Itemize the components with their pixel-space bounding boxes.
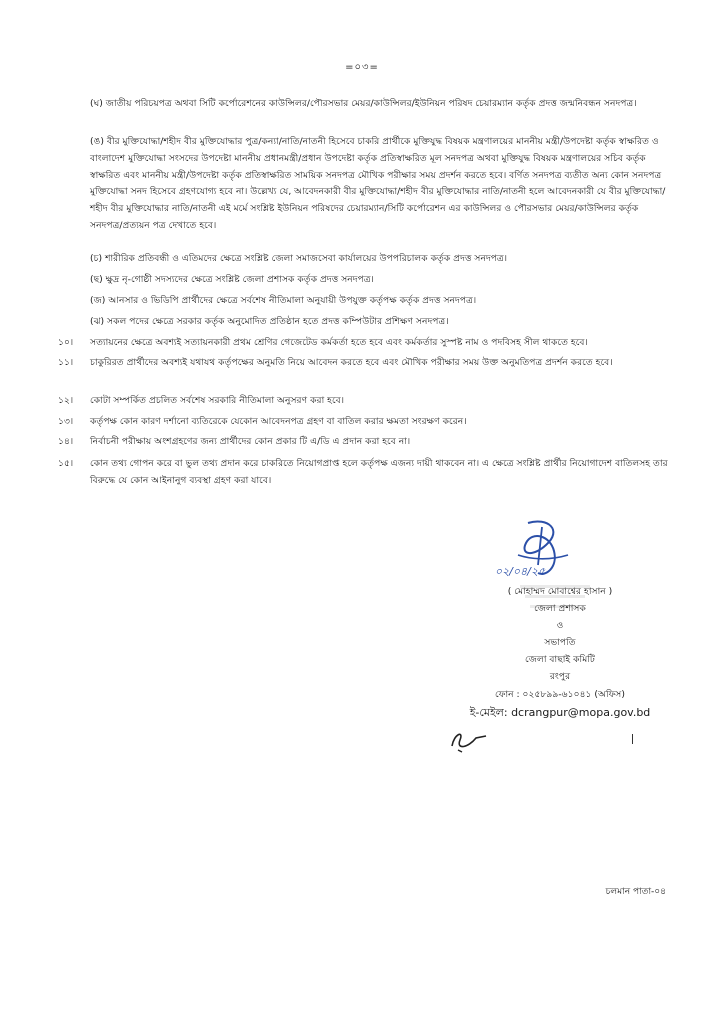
- sub-item-label: (চ): [90, 253, 103, 264]
- sub-item-label: (ঙ): [90, 136, 104, 147]
- item-number: ১৩।: [58, 416, 74, 427]
- sub-item-text: শারীরিক প্রতিবন্ধী ও এতিমদের ক্ষেত্রে সংশ্লিষ্ট জেলা সমাজসেবা কার্যালয়ের উপপরিচালক কর্তৃক প্রদত্ত সনদপত্র।: [105, 253, 508, 264]
- item-number: ১৫।: [58, 458, 74, 469]
- sub-item-label: (ঘ): [90, 98, 103, 109]
- item-text: কর্তৃপক্ষ কোন কারণ দর্শানো ব্যতিরেকে যেকোন আবেদনপত্র গ্রহণ বা বাতিল করার ক্ষমতা সংরক্ষণ করেন।: [90, 416, 467, 427]
- sub-item-text: জাতীয় পরিচয়পত্র অথবা সিটি কর্পোরেশনের কাউন্সিলর/পৌরসভার মেয়র/কাউন্সিলর/ইউনিয়ন পরিষদ চেয়ারম্যান কর্তৃক প্রদত্ত জন্মনিবন্ধন সনদপত্র।: [105, 98, 637, 109]
- item-text: কোন তথ্য গোপন করে বা ভুল তথ্য প্রদান করে চাকরিতে নিয়োগপ্রাপ্ত হলে কর্তৃপক্ষ এজন্য দায়ী থাকবেন না। এ ক্ষেত্রে সংশ্লিষ্ট প্রার্থীর নিয়োগাদেশ বাতিলসহ তার বিরুদ্ধে যে কোন আইনানুগ ব্যবস্থা গ্রহণ করা যাবে।: [90, 458, 668, 486]
- page-number: =০৩=: [345, 62, 379, 73]
- officer-name: ( মোহাম্মদ মোবাশ্বের হাসান ): [507, 586, 613, 597]
- sub-item-text: ক্ষুদ্র নৃ-গোষ্ঠী সদস্যদের ক্ষেত্রে সংশ্লিষ্ট জেলা প্রশাসক কর্তৃক প্রদত্ত সনদপত্র।: [105, 274, 374, 285]
- office-place: রংপুর: [549, 671, 571, 682]
- sub-item-label: (ঝ): [90, 316, 105, 327]
- sub-item-label: (জ): [90, 295, 106, 306]
- sub-item-text: বীর মুক্তিযোদ্ধা/শহীদ বীর মুক্তিযোদ্ধার পুত্র/কন্যা/নাতি/নাতনী হিসেবে চাকরি প্রার্থীকে মুক্তিযুদ্ধ বিষয়ক মন্ত্রণালয়ের মাননীয় মন্ত্রী/উপদেষ্টা কর্তৃক স্বাক্ষরিত ও বাংলাদেশ মুক্তিযোদ্ধা সংসদের উপদেষ্টা মাননীয় প্রধানমন্ত্রী/প্রধান উপদেষ্টা কর্তৃক প্রতিস্বাক্ষরিত মূল সনদপত্র অথবা মুক্তিযুদ্ধ বিষয়ক মন্ত্রণালয়ের সচিব কর্তৃক স্বাক্ষরিত এবং মাননীয় মন্ত্রী/উপদেষ্টা কর্তৃক প্রতিস্বাক্ষরিত সাময়িক সনদপত্র মৌখিক পরীক্ষার সময় প্রদর্শন করতে হবে। বর্ণিত সনদপত্র ব্যতীত অন্য কোন সনদপত্র মুক্তিযোদ্ধা সনদ হিসেবে গ্রহণযোগ্য হবে না। উল্লেখ্য যে, আবেদনকারী বীর মুক্তিযোদ্ধা/শহীদ বীর মুক্তিযোদ্ধার নাতি/নাতনী হলে আবেদনকারী যে বীর মুক্তিযোদ্ধা/শহীদ বীর মুক্তিযোদ্ধার নাতি/নাতনী এই মর্মে সংশ্লিষ্ট ইউনিয়ন পরিষদের চেয়ারম্যান/সিটি কর্পোরেশন এর কাউন্সিলর ও পৌরসভার মেয়র/কাউন্সিলর কর্তৃক সনদপত্র/প্রত্যয়ন পত্র দেখাতে হবে।: [90, 136, 666, 231]
- sub-item-gha: [90, 96, 672, 113]
- sub-item-label: (ছ): [90, 274, 103, 285]
- item-text: নির্বাচনী পরীক্ষায় অংশগ্রহণের জন্য প্রার্থীদের কোন প্রকার টি এ/ডি এ প্রদান করা হবে না।: [90, 436, 411, 447]
- continuation-footer: চলমান পাতা-০৪: [605, 887, 666, 897]
- item-number: ১০।: [58, 337, 74, 348]
- item-number: ১২।: [58, 395, 74, 406]
- sub-item-chha: [90, 272, 672, 289]
- item-text: কোটা সম্পর্কিত প্রচলিত সর্বশেষ সরকারি নীতিমালা অনুসরণ করা হবে।: [90, 395, 345, 406]
- committee-name: জেলা বাছাই কমিটি: [525, 654, 595, 665]
- item-text: চাকুরিরত প্রার্থীদের অবশ্যই যথাযথ কর্তৃপক্ষের অনুমতি নিয়ে আবেদন করতে হবে এবং মৌখিক পরীক্ষার সময় উক্ত অনুমতিপত্র প্রদর্শন করতে হবে।: [90, 357, 613, 368]
- sub-item-text: আনসার ও ভিডিপি প্রার্থীদের ক্ষেত্রে সর্বশেষ নীতিমালা অনুযায়ী উপযুক্ত কর্তৃপক্ষ কর্তৃক প্রদত্ত সনদপত্র।: [108, 295, 477, 306]
- sub-item-umo: [90, 134, 672, 235]
- office-phone: ফোন : ০২৫৮৯৯-৬১০৪১ (অফিস): [495, 689, 625, 700]
- item-text: সত্যায়নের ক্ষেত্রে অবশ্যই সত্যায়নকারী প্রথম শ্রেণির গেজেটেড কর্মকর্তা হতে হবে এবং কর্মকর্তার সুস্পষ্ট নাম ও পদবিসহ সীল থাকতে হবে।: [90, 337, 588, 348]
- officer-designation: জেলা প্রশাসক: [534, 603, 586, 614]
- sub-item-text: সকল পদের ক্ষেত্রে সরকার কর্তৃক অনুমোদিত প্রতিষ্ঠান হতে প্রদত্ত কম্পিউটার প্রশিক্ষণ সনদপত্র।: [107, 316, 449, 327]
- conjunction-text: ও: [556, 620, 564, 631]
- office-email: ই-মেইল: dcrangpur@mopa.gov.bd: [469, 706, 651, 719]
- stray-mark: [632, 734, 633, 744]
- initial-mark-icon: [446, 726, 490, 754]
- committee-role: সভাপতি: [544, 637, 576, 648]
- sub-item-jha: [90, 314, 672, 331]
- item-number: ১৪।: [58, 436, 74, 447]
- sub-item-cha: [90, 251, 672, 268]
- item-number: ১১।: [58, 357, 74, 368]
- sub-item-ja: [90, 293, 672, 310]
- signature-date: ০২/০৪/২৫: [494, 565, 546, 578]
